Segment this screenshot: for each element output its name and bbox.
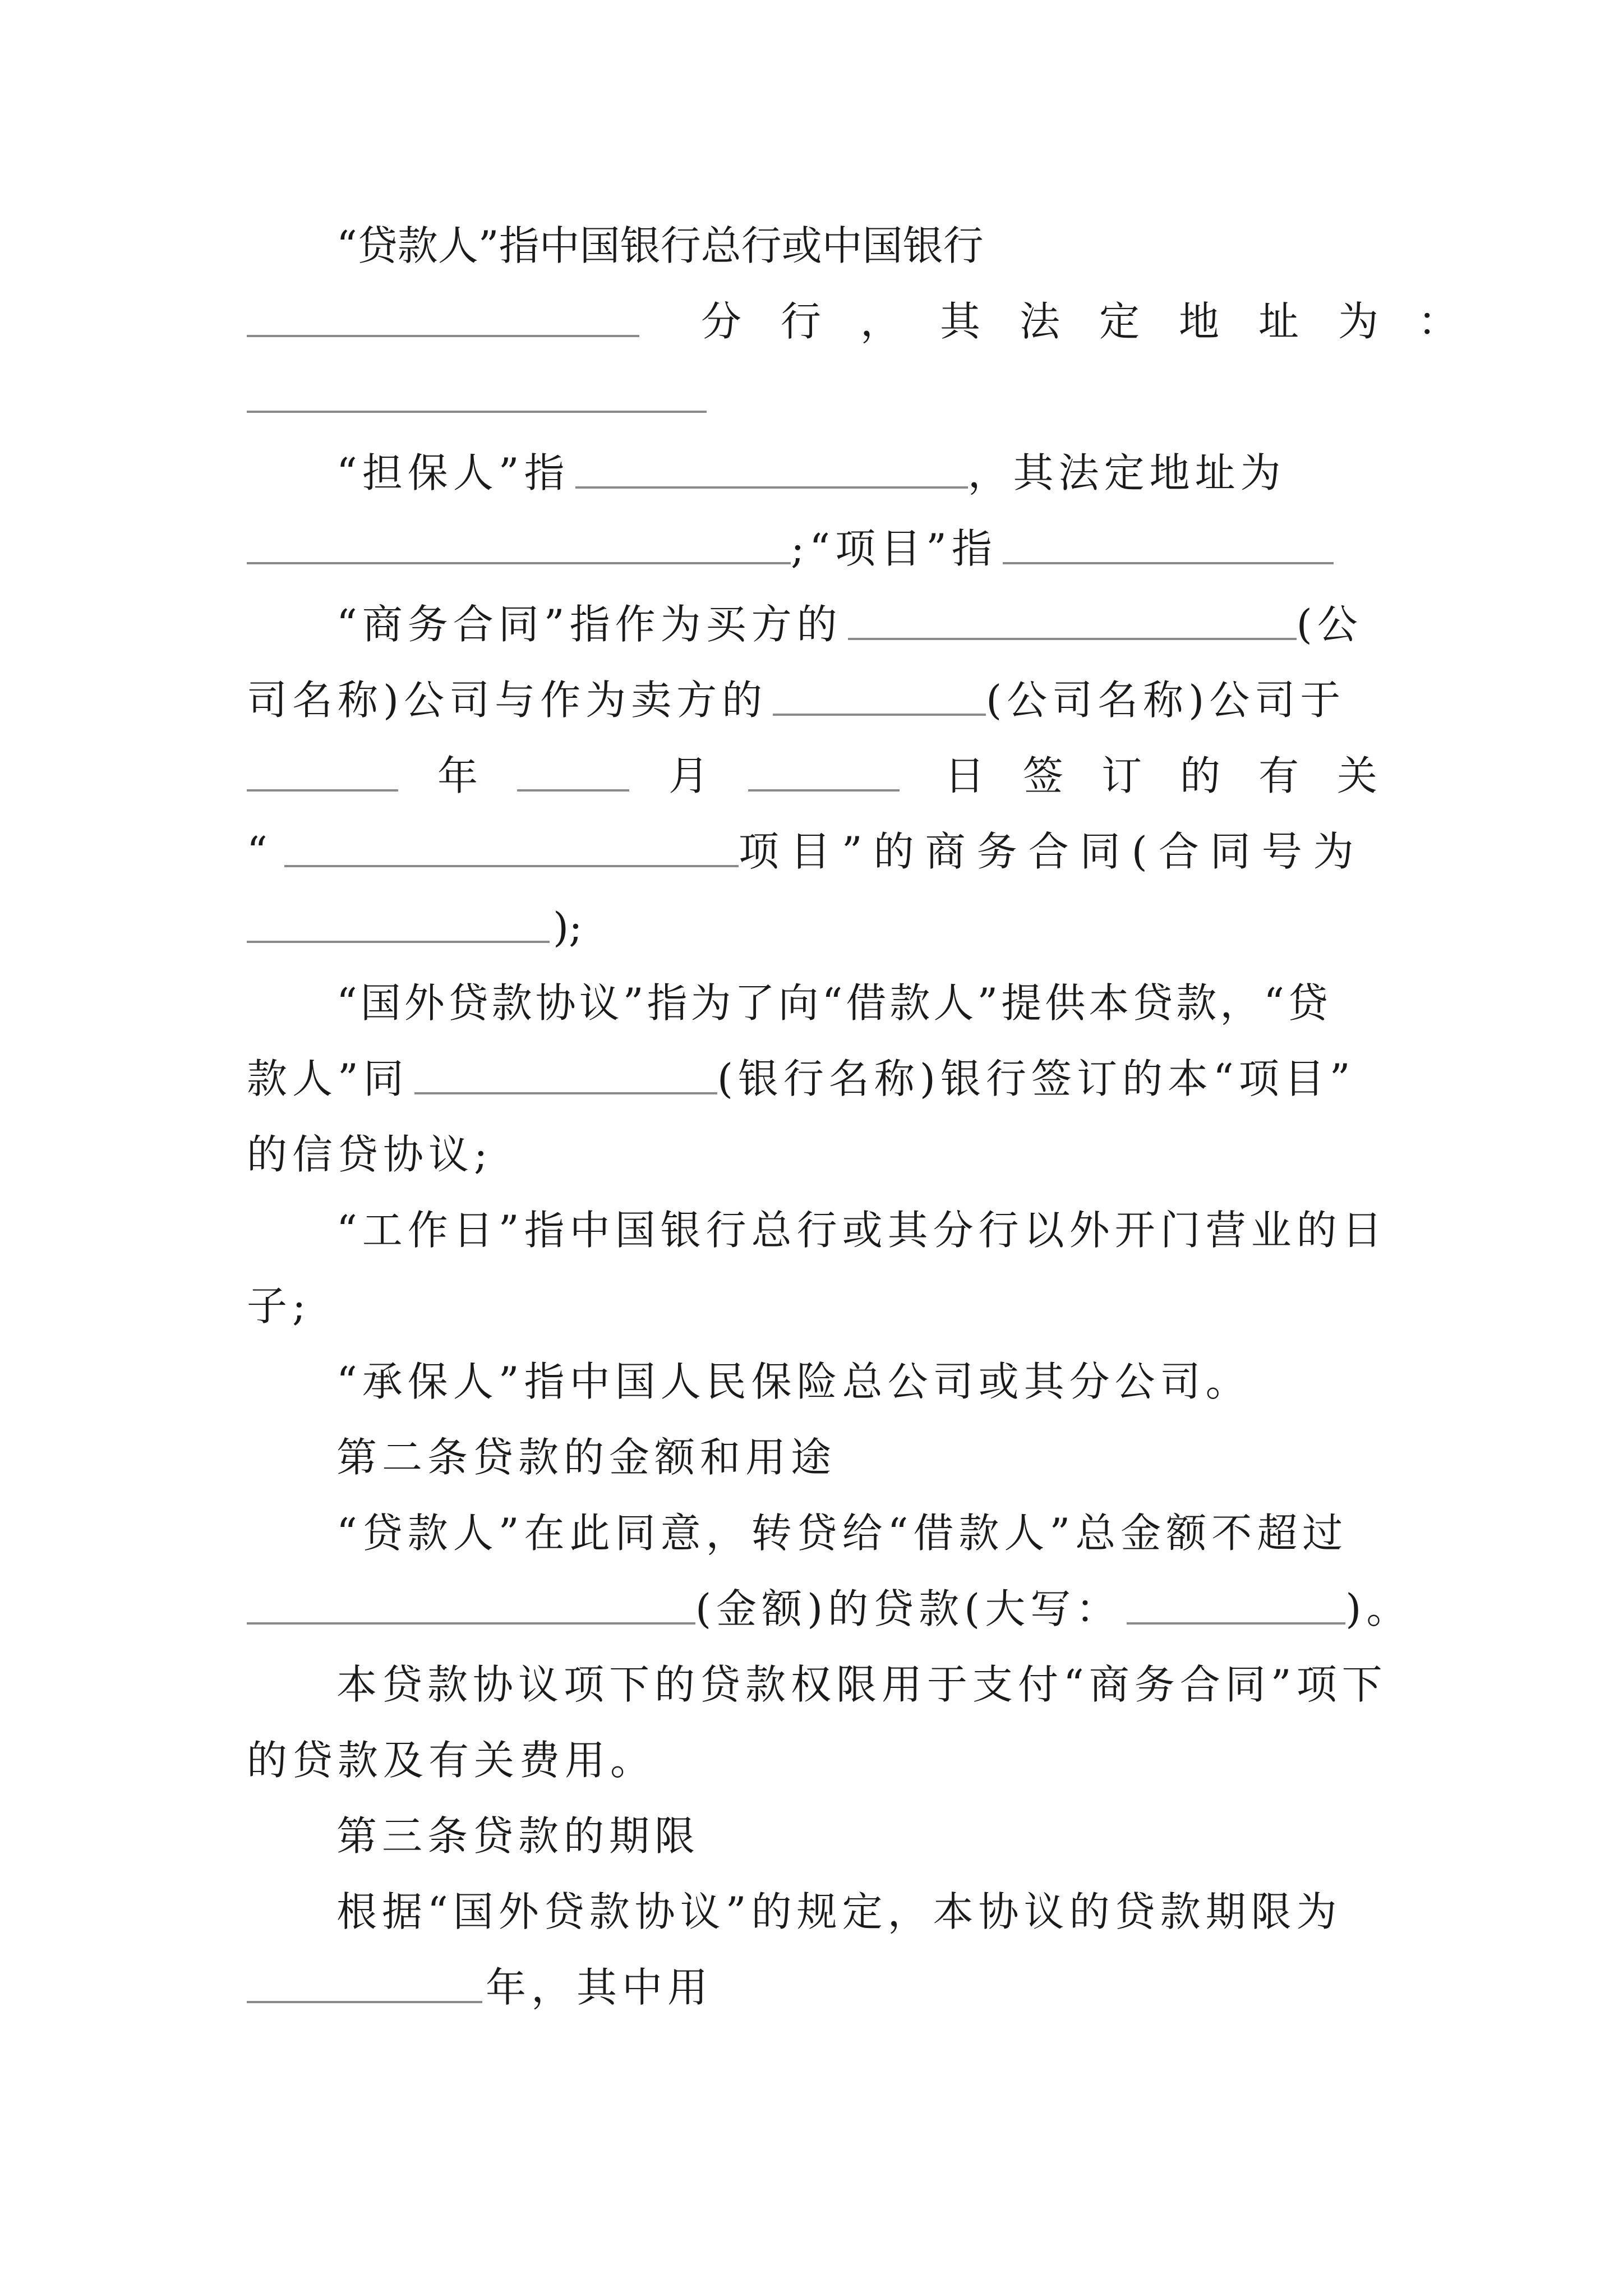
- text-segment: 的贷款及有关费用。: [247, 1737, 656, 1784]
- project-name-blank[interactable]: [1003, 562, 1334, 564]
- text-segment: “工作日”指中国银行总行或其分行以外开门营业的日: [336, 1207, 1387, 1254]
- text-segment: );: [553, 904, 583, 951]
- text-segment: 分行，其法定地址为：: [701, 298, 1498, 345]
- text-segment: “贷款人”指中国银行总行或中国银行: [336, 222, 984, 269]
- seller-company-blank[interactable]: [773, 714, 986, 716]
- amount-blank[interactable]: [247, 1622, 695, 1625]
- branch-name-blank[interactable]: [247, 335, 639, 337]
- foreign-bank-blank[interactable]: [414, 1092, 717, 1094]
- text-segment: 第二条贷款的金额和用途: [336, 1434, 837, 1481]
- month-blank[interactable]: [517, 789, 629, 792]
- text-segment: 月: [668, 752, 709, 799]
- loan-term-line: [247, 1874, 1377, 1950]
- guarantor-name-blank[interactable]: [575, 486, 968, 489]
- definition-guarantor-line: [247, 435, 1377, 511]
- text-segment: ;“项目”指: [791, 525, 997, 572]
- text-segment: (公: [1296, 601, 1363, 648]
- foreign-bank-line: [247, 1041, 1377, 1117]
- guarantor-address-project-line: [247, 510, 1377, 587]
- lender-branch-line: [247, 283, 1498, 360]
- contract-project-blank[interactable]: [284, 865, 739, 867]
- text-segment: (公司名称)公司于: [986, 677, 1346, 724]
- text-segment: “国外贷款协议”指为了向“借款人”提供本贷款，“贷: [336, 979, 1332, 1027]
- loan-purpose-line: [247, 1646, 1387, 1723]
- definition-commercial-contract-line: [247, 586, 1377, 662]
- text-segment: “担保人”指: [336, 449, 570, 496]
- text-segment: 本贷款协议项下的贷款权限用于支付“商务合同”项下: [336, 1661, 1387, 1708]
- text-segment: 日签订的有关: [944, 752, 1416, 799]
- text-segment: (银行名称)银行签订的本“项目”: [717, 1055, 1355, 1102]
- definition-lender-line: [247, 208, 1377, 284]
- text-segment: )。: [1345, 1585, 1412, 1632]
- text-segment: “贷款人”在此同意，转贷给“借款人”总金额不超过: [336, 1510, 1348, 1557]
- buyer-company-blank[interactable]: [848, 638, 1297, 640]
- loan-amount-line: [247, 1495, 1377, 1571]
- contract-date-line: [247, 738, 1416, 814]
- lender-address-line: [247, 359, 1377, 435]
- loan-term-years-line: [247, 1949, 1377, 2026]
- definition-insurer-line: [247, 1343, 1377, 1420]
- text-segment: 司名称)公司与作为卖方的: [247, 677, 768, 724]
- lender-address-blank[interactable]: [247, 411, 707, 413]
- day-blank[interactable]: [748, 789, 900, 792]
- text-segment: 子;: [247, 1282, 311, 1329]
- text-segment: 项目”的商务合同(合同号为: [738, 828, 1365, 875]
- loan-purpose-continuation-line: [247, 1722, 1377, 1798]
- article-3-heading: [247, 1798, 1377, 1874]
- amount-in-words-blank[interactable]: [1127, 1622, 1345, 1625]
- text-segment: 的信贷协议;: [247, 1131, 493, 1178]
- term-years-blank[interactable]: [247, 2001, 482, 2003]
- article-2-heading: [247, 1419, 1377, 1496]
- business-day-continuation-line: [247, 1268, 1377, 1344]
- text-segment: ，其法定地址为: [967, 449, 1286, 496]
- definition-foreign-loan-agreement-line: [247, 965, 1377, 1041]
- text-segment: “商务合同”指作为买方的: [336, 601, 842, 648]
- text-segment: 款人”同: [247, 1055, 409, 1102]
- text-segment: 年: [437, 752, 478, 799]
- text-segment: 年，其中用: [486, 1964, 713, 2011]
- year-blank[interactable]: [247, 789, 398, 792]
- text-segment: “: [247, 828, 279, 875]
- text-segment: 根据“国外贷款协议”的规定，本协议的贷款期限为: [336, 1888, 1342, 1935]
- text-segment: “承保人”指中国人民保险总公司或其分公司。: [336, 1358, 1251, 1405]
- contract-number-line: [247, 889, 1377, 965]
- project-contract-number-line: [247, 813, 1377, 890]
- contract-number-blank[interactable]: [247, 941, 550, 943]
- seller-company-line: [247, 662, 1377, 738]
- guarantor-address-blank[interactable]: [247, 562, 791, 564]
- text-segment: (金额)的贷款(大写：: [695, 1585, 1122, 1632]
- definition-business-day-line: [247, 1192, 1387, 1268]
- credit-agreement-line: [247, 1116, 1377, 1193]
- text-segment: 第三条贷款的期限: [336, 1812, 700, 1860]
- loan-amount-blanks-line: [247, 1571, 1412, 1647]
